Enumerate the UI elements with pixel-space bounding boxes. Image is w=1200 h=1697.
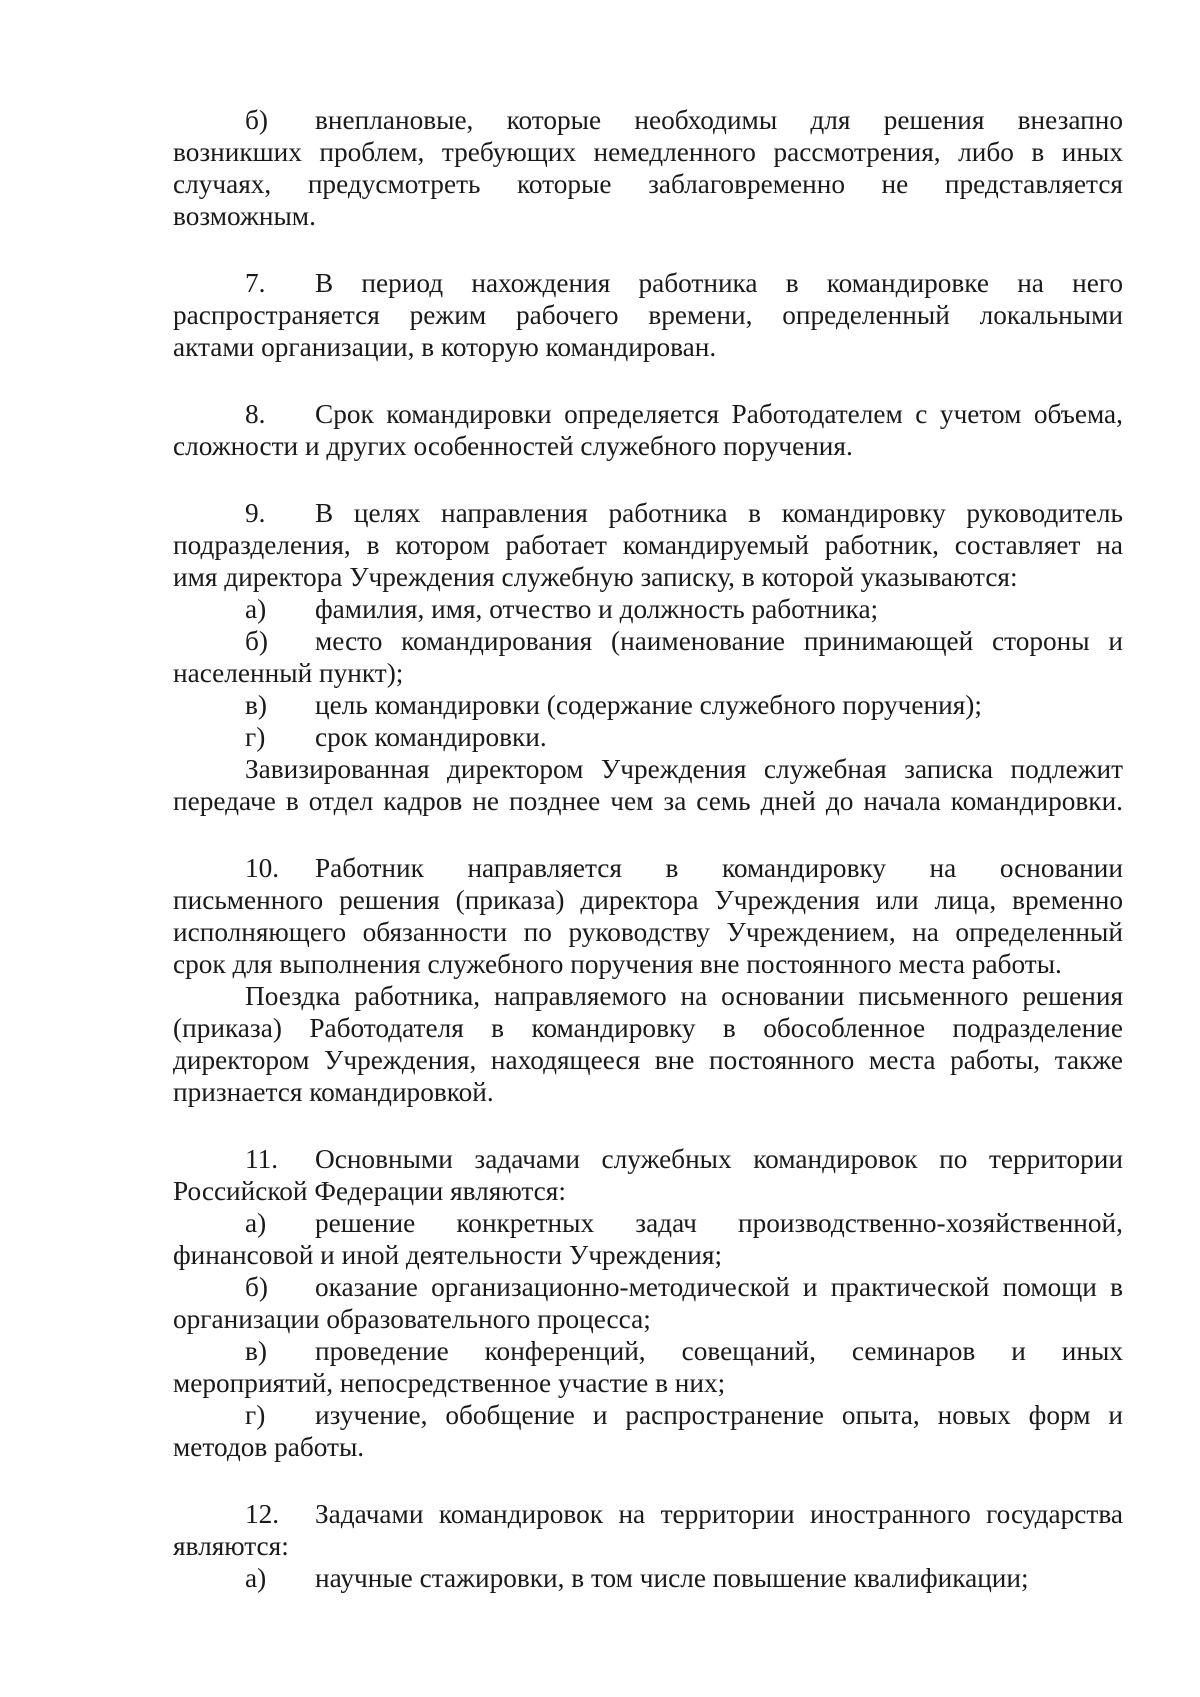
text-line: признается командировкой.: [173, 1077, 494, 1107]
clause-9: [245, 497, 1123, 530]
text-line: Поездка работника, направляемого на основании письменного решения: [245, 981, 1123, 1011]
clause-11: [245, 1143, 1123, 1176]
text-line: распространяется режим рабочего времени, определенный локальными: [173, 300, 1123, 330]
clause-12: [245, 1498, 1123, 1531]
text-line: организации образовательного процесса;: [173, 1304, 651, 1334]
paragraph-text: Работник направляется в командировку на основании: [315, 853, 1123, 883]
text-line: являются:: [173, 1531, 289, 1561]
list-item: [245, 721, 1123, 754]
text-line: методов работы.: [173, 1432, 365, 1462]
text-line: передаче в отдел кадров не позднее чем за семь дней до начала командировки.: [173, 786, 1123, 816]
text-line: случаях, предусмотреть которые заблаговременно не представляется: [173, 169, 1123, 199]
list-item-text: изучение, обобщение и распространение опыта, новых форм и: [315, 1400, 1123, 1430]
list-item: [245, 625, 1123, 658]
paragraph-text: внеплановые, которые необходимы для решения внезапно: [315, 105, 1123, 135]
list-item: [245, 689, 1123, 722]
clause-number: 11.: [245, 1144, 279, 1174]
list-item-text: срок командировки.: [315, 722, 547, 752]
list-item: [245, 1271, 1123, 1304]
clause-number: 8.: [245, 399, 266, 429]
clause-number: 9.: [245, 498, 266, 528]
clause-number: 7.: [245, 268, 266, 298]
list-marker: в): [245, 1336, 267, 1366]
text-line: финансовой и иной деятельности Учреждения;: [173, 1240, 723, 1270]
clause-number: 10.: [245, 853, 280, 883]
list-marker: г): [245, 1400, 266, 1430]
list-item-text: проведение конференций, совещаний, семинаров и иных: [315, 1336, 1123, 1366]
text-line: сложности и других особенностей служебного поручения.: [173, 431, 853, 461]
list-marker: а): [245, 594, 267, 624]
list-item-text: фамилия, имя, отчество и должность работника;: [315, 594, 879, 624]
clause-number: 12.: [245, 1499, 280, 1529]
list-item-text: место командирования (наименование принимающей стороны и: [315, 626, 1123, 656]
list-marker: б): [245, 626, 268, 656]
paragraph-text: В целях направления работника в командировку руководитель: [315, 498, 1123, 528]
text-line: письменного решения (приказа) директора Учреждения или лица, временно: [173, 885, 1123, 915]
list-item-text: цель командировки (содержание служебного поручения);: [315, 690, 982, 720]
text-line: подразделения, в котором работает командируемый работник, составляет на: [173, 530, 1123, 560]
list-item: [245, 1207, 1123, 1240]
text-line: мероприятий, непосредственное участие в них;: [173, 1368, 726, 1398]
text-line: исполняющего обязанности по руководству Учреждением, на определенный: [173, 917, 1123, 947]
clause-7: [245, 267, 1123, 300]
list-marker: в): [245, 690, 267, 720]
list-item-text: решение конкретных задач производственно-хозяйственной,: [315, 1208, 1123, 1238]
list-marker: б): [245, 105, 268, 135]
list-item: [245, 593, 1123, 626]
list-item: [245, 1335, 1123, 1368]
list-item-text: научные стажировки, в том числе повышение квалификации;: [315, 1563, 1029, 1593]
text-line: (приказа) Работодателя в командировку в обособленное подразделение: [173, 1013, 1123, 1043]
list-marker-line: [245, 104, 1123, 137]
clause-10: [245, 852, 1123, 885]
list-marker: а): [245, 1563, 267, 1593]
paragraph-text: В период нахождения работника в командировке на него: [315, 268, 1123, 298]
list-item-text: оказание организационно-методической и практической помощи в: [315, 1272, 1123, 1302]
list-marker: г): [245, 722, 266, 752]
text-line: Завизированная директором Учреждения служебная записка подлежит: [245, 754, 1123, 784]
text-line: возможным.: [173, 201, 316, 231]
text-line: директором Учреждения, находящееся вне постоянного места работы, также: [173, 1045, 1123, 1075]
paragraph-text: Задачами командировок на территории иностранного государства: [315, 1499, 1123, 1529]
list-item: [245, 1399, 1123, 1432]
text-line: населенный пункт);: [173, 658, 404, 688]
paragraph-text: Срок командировки определяется Работодателем с учетом объема,: [315, 399, 1123, 429]
text-line: возникших проблем, требующих немедленного рассмотрения, либо в иных: [173, 137, 1123, 167]
list-item: [245, 1562, 1123, 1595]
list-marker: а): [245, 1208, 267, 1238]
clause-8: [245, 398, 1123, 431]
text-line: имя директора Учреждения служебную записку, в которой указываются:: [173, 562, 1018, 592]
paragraph-text: Основными задачами служебных командировок по территории: [315, 1144, 1123, 1174]
list-marker: б): [245, 1272, 268, 1302]
text-line: срок для выполнения служебного поручения вне постоянного места работы.: [173, 949, 1062, 979]
text-line: актами организации, в которую командирован.: [173, 332, 717, 362]
text-line: Российской Федерации являются:: [173, 1176, 566, 1206]
